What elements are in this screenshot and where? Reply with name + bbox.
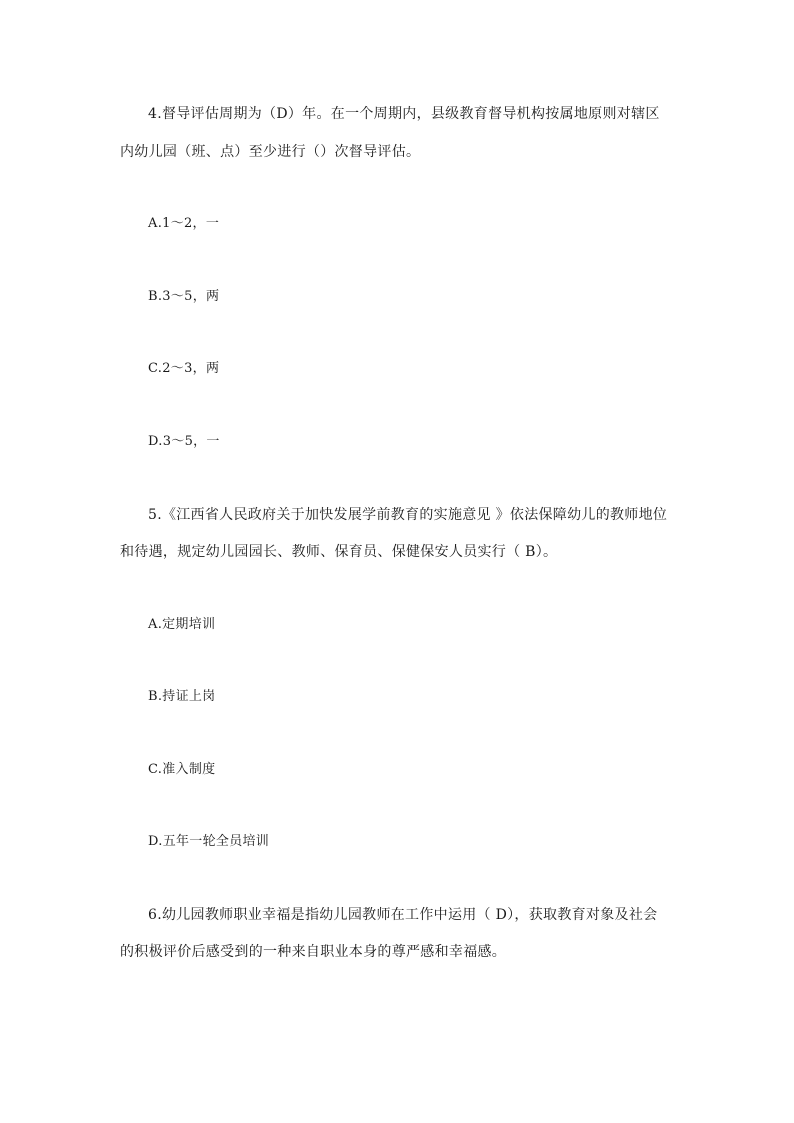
question-4-option-c: C.2～3，两 (148, 361, 220, 376)
question-5-option-a: A.定期培训 (148, 617, 216, 632)
question-4-line-1: 4.督导评估周期为（D）年。在一个周期内，县级教育督导机构按属地原则对辖区 (148, 106, 660, 122)
question-5-option-c: C.准入制度 (148, 762, 216, 777)
question-6-line-1: 6.幼儿园教师职业幸福是指幼儿园教师在工作中运用（ D），获取教育对象及社会 (148, 907, 658, 923)
question-4-line-2: 内幼儿园（班、点）至少进行（）次督导评估。 (120, 144, 421, 160)
question-5-line-1: 5.《江西省人民政府关于加快发展学前教育的实施意见 》依法保障幼儿的教师地位 (148, 507, 668, 523)
question-5-option-b: B.持证上岗 (148, 689, 216, 704)
question-5-option-d: D.五年一轮全员培训 (148, 834, 270, 849)
question-5-line-2: 和待遇，规定幼儿园园长、教师、保育员、保健保安人员实行（ B）。 (120, 544, 558, 560)
question-6-line-2: 的积极评价后感受到的一种来自职业本身的尊严感和幸福感。 (120, 944, 507, 960)
question-4-option-a: A.1～2，一 (148, 216, 220, 231)
question-4-option-d: D.3～5，一 (148, 434, 220, 449)
question-4-option-b: B.3～5，两 (148, 289, 220, 304)
